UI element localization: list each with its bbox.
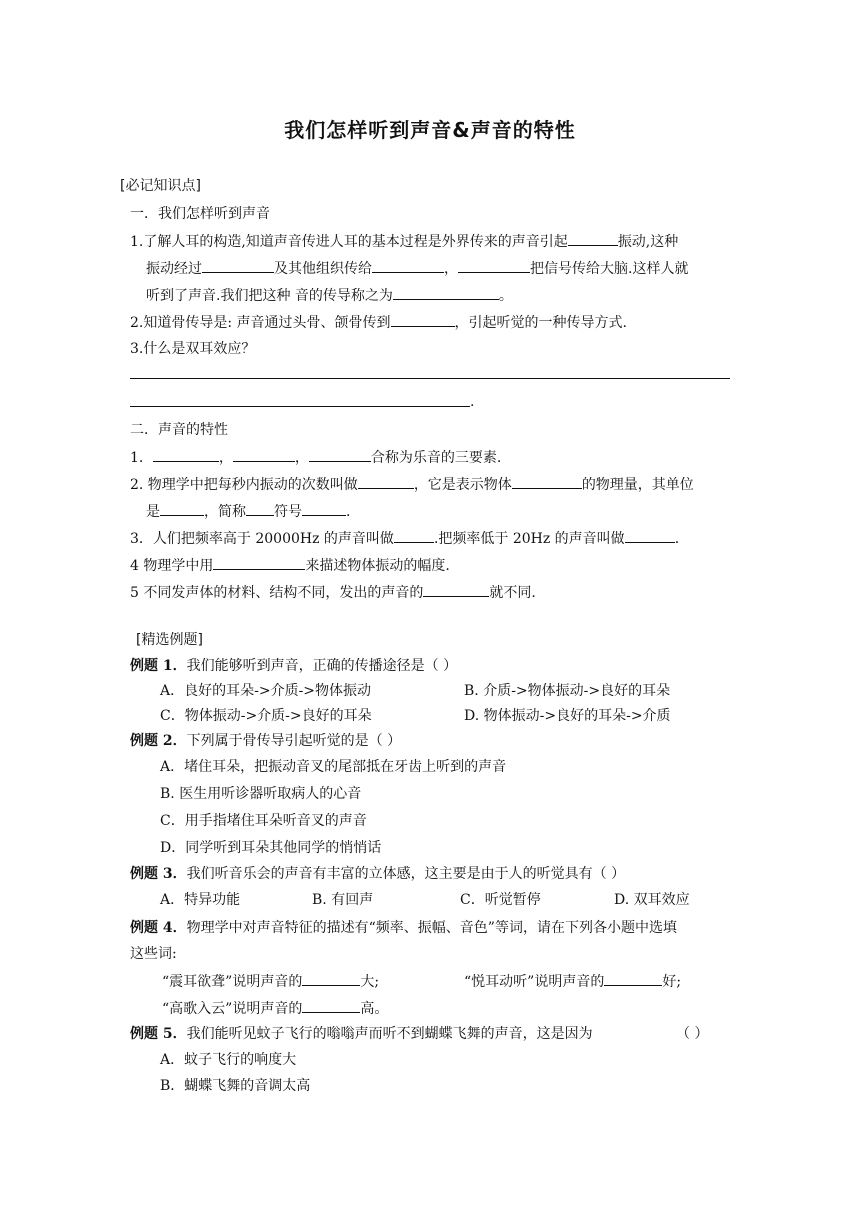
k1-line2 [146,258,688,279]
example-4-phrase-3 [162,998,388,1019]
example-5-option-b: B．蝴蝶飞舞的音调太高 [160,1078,311,1094]
blank [233,447,295,462]
page-title: 我们怎样听到声音&声音的特性 [284,118,576,142]
p2-q1-text-b: ， [218,450,233,466]
example-1-option-b: B. 介质->物体振动->良好的耳朵 [464,683,671,699]
example-4-stem-cont: 这些词: [130,946,177,962]
k2-text-a: 2.知道骨传导是: 声音通过头骨、颌骨传到 [130,315,391,331]
blank [394,528,434,543]
phrase-3-text: “高歌入云”说明声音的 [162,1001,303,1017]
p2-q2-text-e: ，简称 [204,504,246,520]
example-3-option-b: B. 有回声 [312,892,374,908]
p2-q2-line1 [130,474,694,495]
example-1-option-a: A．良好的耳朵->介质->物体振动 [160,683,372,699]
example-4-phrase-1 [162,971,379,992]
example-3-text: 我们听音乐会的声音有丰富的立体感，这主要是由于人的听觉具有（ ） [186,866,626,882]
k1-line1 [130,231,678,252]
example-4-label: 例题 4． [130,920,187,936]
k1-line1-text-a: 1.了解人耳的构造,知道声音传进人耳的基本过程是外界传来的声音引起 [130,234,568,250]
k1-line2-text-a: 振动经过 [146,261,202,277]
blank [391,312,455,327]
k1-line2-text-c: ， [444,261,458,277]
p2-q1-text-a: 1． [130,450,153,466]
example-3-option-a: A．特异功能 [160,892,241,908]
blank [625,528,675,543]
p2-q5-text-a: 5 不同发声体的材料、结构不同，发出的声音的 [130,585,424,601]
p2-q4-text-a: 4 物理学中用 [130,558,214,574]
p2-q3-text-c: ． [674,531,689,547]
example-5-stem [130,1024,593,1044]
example-2-label: 例题 2． [130,733,187,749]
blank [358,474,414,489]
p2-q3 [130,528,689,549]
example-3-option-d: D. 双耳效应 [614,892,690,908]
blank [372,258,444,273]
knowledge-heading: [必记知识点] [120,178,201,194]
k3-line: 3.什么是双耳效应？ [130,341,256,357]
blank [423,582,489,597]
p2-q1-text-d: 合称为乐音的三要素. [370,450,502,466]
blank [302,998,360,1013]
k3-end: . [470,394,475,410]
example-1-text: 我们能够听到声音，正确的传播途径是（ ） [186,658,458,674]
example-5-answer-paren: （ ） [676,1026,709,1042]
examples-heading: [精选例题] [136,632,203,648]
blank [302,501,346,516]
k1-line2-text-b: 及其他组织传给 [274,261,372,277]
blank [568,231,618,246]
blank [309,447,371,462]
answer-line [130,406,470,407]
p2-q2-text-a: 2. 物理学中把每秒内振动的次数叫做 [130,477,358,493]
example-4-text: 物理学中对声音特征的描述有“频率、振幅、音色”等词，请在下列各小题中选填 [186,920,677,936]
blank [458,258,530,273]
example-1-stem [130,656,457,676]
example-5-label: 例题 5． [130,1026,187,1042]
example-2-option-c: C．用手指堵住耳朵听音叉的声音 [160,813,367,829]
phrase-1-end: 大; [360,974,380,990]
example-5-option-a: A．蚊子飞行的响度大 [160,1052,297,1068]
example-1-option-d: D. 物体振动->良好的耳朵->介质 [464,708,671,724]
p2-q2-text-d: 是 [146,504,160,520]
p2-q4 [130,555,450,576]
example-2-stem [130,731,401,751]
p2-q3-text-a: 3．人们把频率高于 20000Hz 的声音叫做 [130,531,394,547]
blank [246,501,274,516]
part1-heading: 一．我们怎样听到声音 [130,206,270,222]
phrase-2-end: 好; [662,974,682,990]
phrase-2-text: “悦耳动听”说明声音的 [464,974,605,990]
p2-q5-text-b: 就不同. [489,585,536,601]
k1-line1-text-b: 振动,这种 [617,234,679,250]
phrase-1-text: “震耳欲聋”说明声音的 [162,974,303,990]
example-1-label: 例题 1． [130,658,187,674]
p2-q2-text-g: . [346,504,351,520]
p2-q2-text-f: 符号 [274,504,302,520]
blank [393,285,499,300]
k1-line3-text-b: 。 [498,288,513,304]
p2-q2-line2 [146,501,350,522]
p2-q5 [130,582,536,603]
example-5-text: 我们能听见蚊子飞行的嗡嗡声而听不到蝴蝶飞舞的声音，这是因为 [186,1026,593,1042]
blank [604,971,662,986]
k2-text-b: ，引起听觉的一种传导方式. [454,315,627,331]
k1-line3-text-a: 听到了声音.我们把这种 音的传导称之为 [146,288,393,304]
example-1-option-c: C．物体振动->介质->良好的耳朵 [160,708,372,724]
example-2-option-a: A．堵住耳朵，把振动音叉的尾部抵在牙齿上听到的声音 [160,759,507,775]
blank [153,447,219,462]
phrase-3-end: 高。 [360,1001,389,1017]
example-4-phrase-2 [464,971,681,992]
example-2-text: 下列属于骨传导引起听觉的是（ ） [186,733,402,749]
p2-q2-text-c: 的物理量，其单位 [581,477,694,493]
k1-line3 [146,285,513,306]
example-3-label: 例题 3． [130,866,187,882]
answer-line [130,378,730,379]
p2-q1 [130,447,501,468]
p2-q1-text-c: ， [294,450,309,466]
blank [302,971,360,986]
k2-line [130,312,627,333]
example-3-stem [130,864,625,884]
blank [160,501,204,516]
part2-heading: 二．声音的特性 [130,422,228,438]
blank [512,474,582,489]
p2-q3-text-b: .把频率低于 20Hz 的声音叫做 [433,531,625,547]
k1-line2-text-d: 把信号传给大脑.这样人就 [530,261,689,277]
example-4-stem [130,918,677,938]
example-3-option-c: C．听觉暂停 [460,892,541,908]
example-2-option-d: D．同学听到耳朵其他同学的悄悄话 [160,840,382,856]
example-2-option-b: B. 医生用听诊器听取病人的心音 [160,786,362,802]
p2-q2-text-b: ，它是表示物体 [413,477,512,493]
blank [213,555,305,570]
p2-q4-text-b: 来描述物体振动的幅度. [305,558,450,574]
blank [202,258,274,273]
